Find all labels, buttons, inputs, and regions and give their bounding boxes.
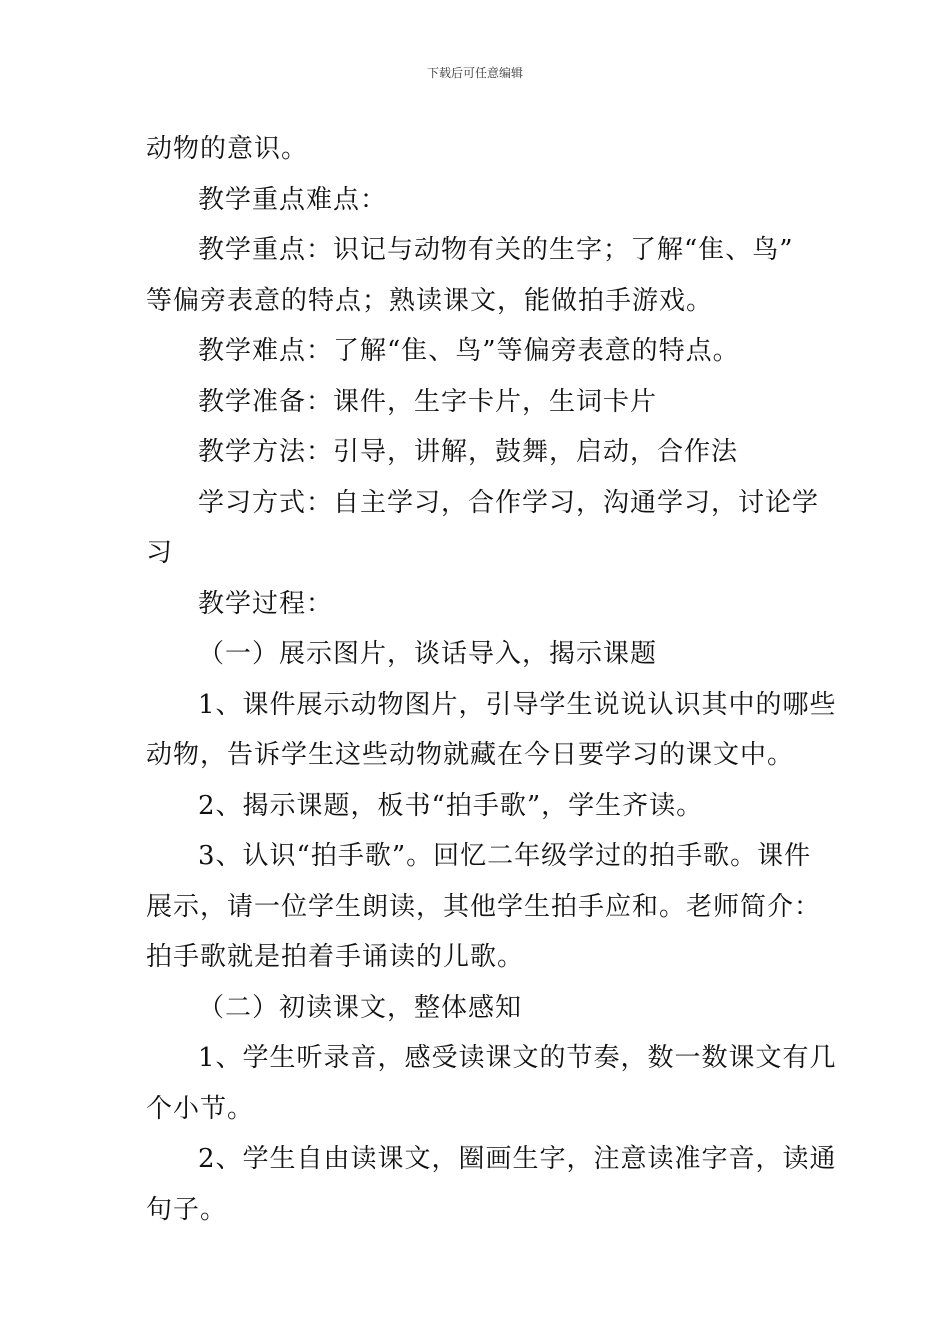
section-heading: 教学过程： (198, 588, 334, 619)
text-line: 动物，告诉学生这些动物就藏在今日要学习的课文中。 (146, 740, 795, 770)
text-line: 2、揭示课题，板书“拍手歌”，学生齐读。 (198, 790, 704, 821)
text-line: 教学方法：引导，讲解，鼓舞，启动，合作法 (198, 437, 739, 467)
text-line: 习 (146, 538, 174, 568)
text-line: 1、课件展示动物图片，引导学生说说认识其中的哪些 (198, 689, 837, 720)
text-line: 学习方式：自主学习，合作学习，沟通学习，讨论学 (198, 487, 820, 518)
text-line: 动物的意识。 (146, 134, 309, 164)
text-line: 2、学生自由读课文，圈画生字，注意读准字音，读通 (198, 1144, 837, 1174)
page-header: 下载后可任意编辑 (426, 66, 523, 80)
text-line: 拍手歌就是拍着手诵读的儿歌。 (146, 942, 525, 972)
section-heading: 教学重点难点： (198, 184, 388, 215)
document-body (146, 124, 837, 1235)
text-line: 等偏旁表意的特点；熟读课文，能做拍手游戏。 (146, 285, 714, 316)
text-line: 个小节。 (146, 1093, 255, 1124)
text-line: 教学难点：了解“隹、鸟”等偏旁表意的特点。 (198, 336, 740, 366)
text-line: 展示，请一位学生朗读，其他学生拍手应和。老师简介： (146, 891, 822, 922)
section-heading: （一）展示图片，谈话导入，揭示课题 (198, 639, 658, 669)
text-line: 教学重点：识记与动物有关的生字；了解“隹、鸟” (198, 235, 794, 265)
text-line: 3、认识“拍手歌”。回忆二年级学过的拍手歌。课件 (198, 841, 812, 871)
text-line: 句子。 (146, 1194, 228, 1225)
section-heading: （二）初读课文，整体感知 (198, 992, 523, 1023)
text-line: 教学准备：课件，生字卡片，生词卡片 (198, 386, 658, 417)
text-line: 1、学生听录音，感受读课文的节奏，数一数课文有几 (198, 1043, 837, 1073)
